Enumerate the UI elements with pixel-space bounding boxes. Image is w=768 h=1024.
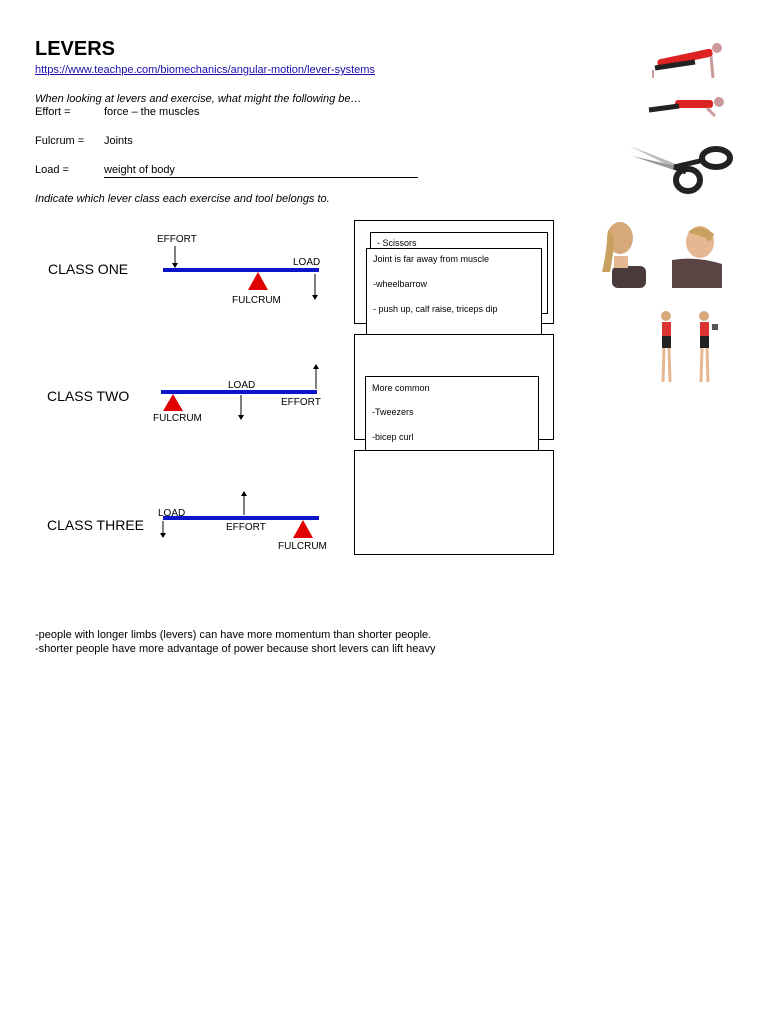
bicep-curl-photo <box>652 308 724 388</box>
class-three-effort-label: EFFORT <box>226 522 266 533</box>
note-line-1: -people with longer limbs (levers) can have more momentum than shorter people. <box>35 629 432 641</box>
load-value: weight of body <box>104 164 418 178</box>
class-one-fulcrum-label: FULCRUM <box>232 295 281 306</box>
class-one-load-label: LOAD <box>293 257 321 268</box>
head-tilt-forward-photo <box>660 216 732 288</box>
class-two-fulcrum-label: FULCRUM <box>153 413 202 424</box>
instruction-text: Indicate which lever class each exercise and tool belongs to. <box>35 193 330 205</box>
class-two-label: CLASS TWO <box>47 388 130 404</box>
class-one-note-3: - push up, calf raise, triceps dip <box>373 304 498 314</box>
push-up-photo <box>645 38 730 88</box>
class-two-diagram <box>47 364 321 424</box>
class-two-notes-card[interactable] <box>365 376 539 460</box>
class-one-fulcrum-triangle <box>248 272 268 290</box>
note-line-2: -shorter people have more advantage of power because short levers can lift heavy <box>35 643 436 655</box>
class-three-answer-box[interactable] <box>354 450 554 555</box>
fulcrum-term: Fulcrum = <box>35 135 85 147</box>
class-three-fulcrum-label: FULCRUM <box>278 541 327 552</box>
class-two-note-1: More common <box>372 383 430 393</box>
load-term: Load = <box>35 164 69 176</box>
teachpe-link[interactable]: https://www.teachpe.com/biomechanics/angular-motion/lever-systems <box>35 64 375 76</box>
lever-classes-diagram <box>35 218 345 568</box>
class-one-note-2: -wheelbarrow <box>373 279 428 289</box>
class-three-label: CLASS THREE <box>47 517 144 533</box>
class-two-note-3: -bicep curl <box>372 432 414 442</box>
class-one-notes-card[interactable] <box>366 248 542 340</box>
class-one-effort-label: EFFORT <box>157 234 197 245</box>
class-two-fulcrum-triangle <box>163 394 183 411</box>
class-two-effort-label: EFFORT <box>281 397 321 408</box>
effort-value: force – the muscles <box>104 106 200 118</box>
class-two-load-label: LOAD <box>228 380 256 391</box>
effort-term: Effort = <box>35 106 71 118</box>
question-text: When looking at levers and exercise, what might the following be… <box>35 93 362 105</box>
class-three-fulcrum-triangle <box>293 520 313 538</box>
class-one-diagram <box>48 234 320 306</box>
class-two-note-2: -Tweezers <box>372 407 414 417</box>
head-tilt-back-photo <box>596 216 658 288</box>
scissors-photo <box>628 138 733 200</box>
class-one-note-1: Joint is far away from muscle <box>373 254 490 264</box>
class-three-diagram <box>47 491 327 552</box>
page-title: LEVERS <box>35 38 116 60</box>
scissors-text: - Scissors <box>377 238 417 248</box>
fulcrum-value: Joints <box>104 135 133 147</box>
push-up-down-photo <box>645 92 730 122</box>
class-one-label: CLASS ONE <box>48 261 129 277</box>
class-three-load-label: LOAD <box>158 508 186 519</box>
